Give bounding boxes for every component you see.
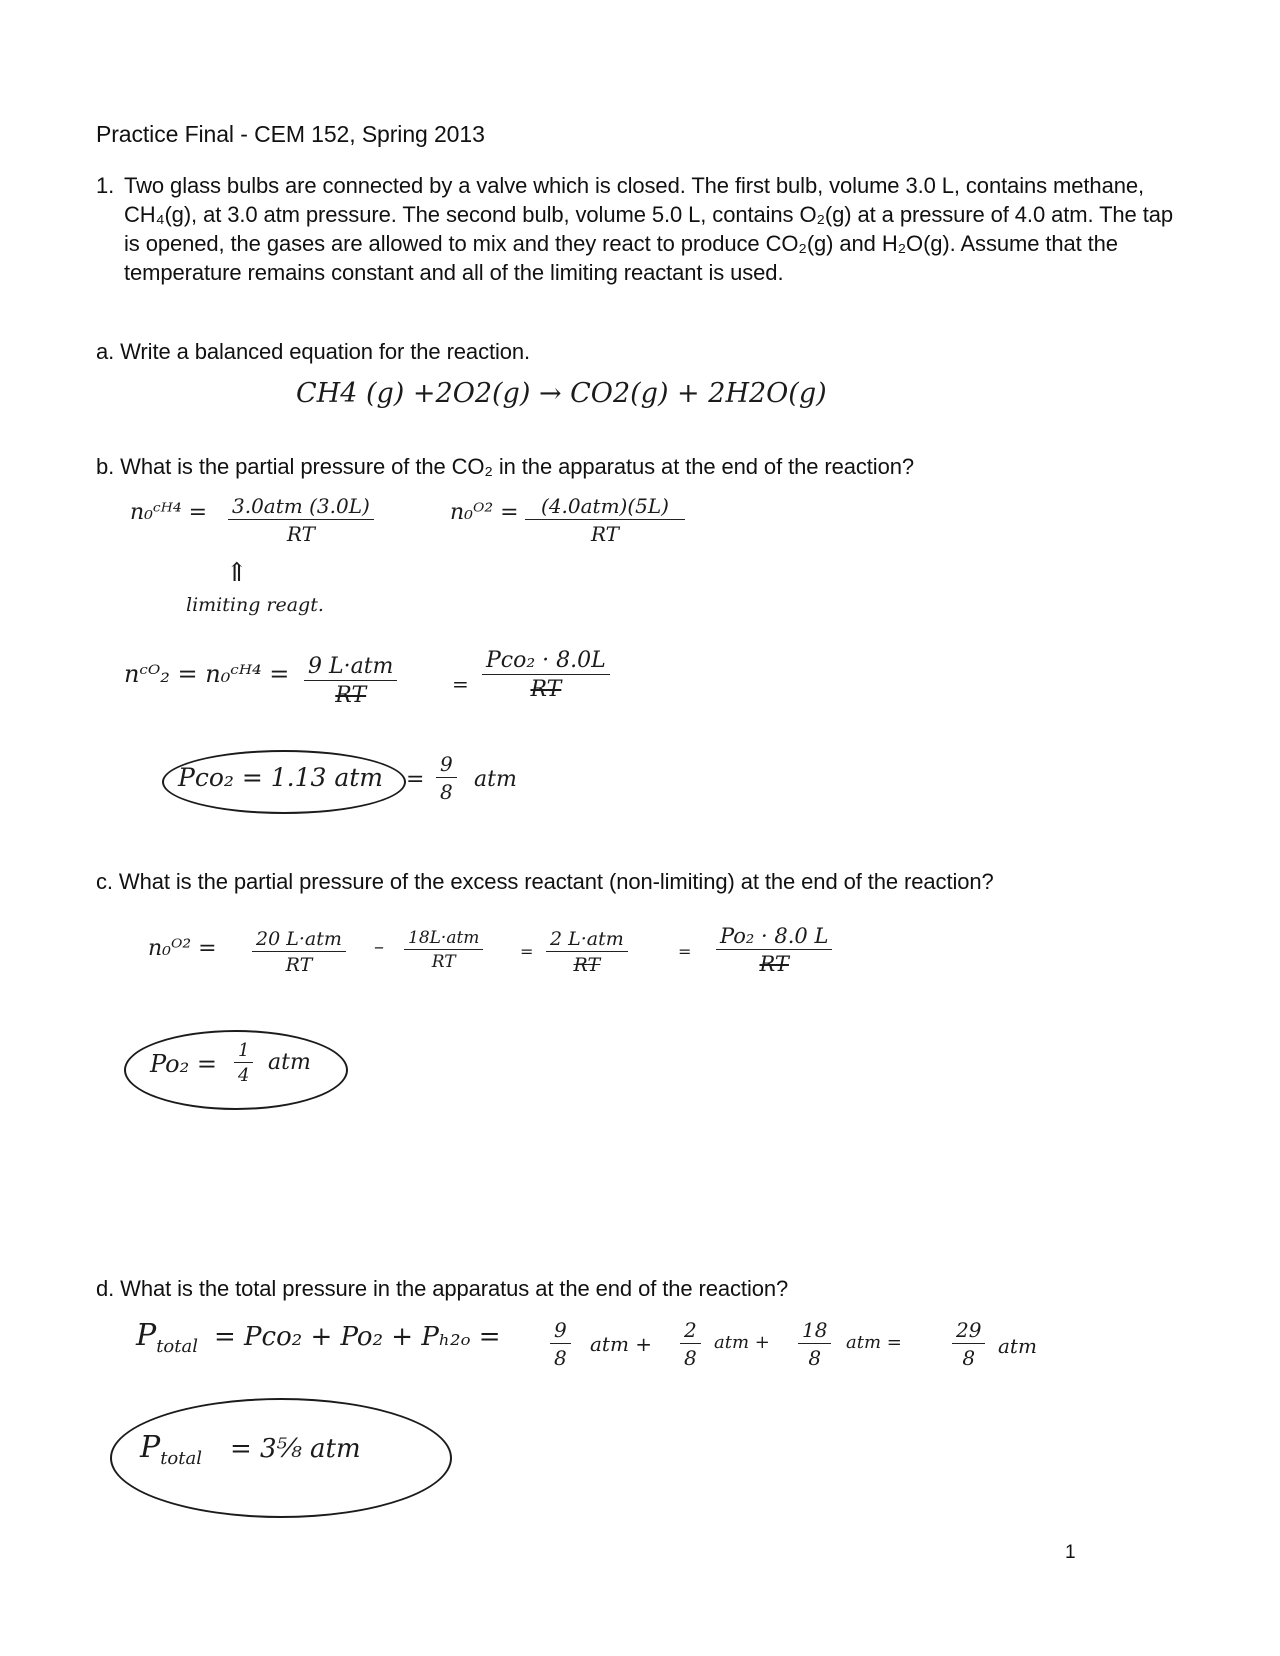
hw-c-answer-den: 4 [238,1065,250,1086]
hw-d-sum-lhs [136,1318,198,1357]
hw-c-minus: – [374,934,384,958]
hw-c-t4-num: Po₂ · 8.0 L [716,924,832,950]
hw-b-nco2-num: 9 L·atm [304,654,397,681]
problem-statement [96,171,1176,287]
hw-b-no2-lhs: n₀ᴼ² = [450,500,519,525]
hw-c-t2-num: 18L·atm [404,928,483,950]
hw-d-f1-den: 8 [554,1346,567,1370]
hw-c-term1 [252,928,346,976]
hw-b-answer-den: 8 [440,780,453,804]
hw-d-frac3 [798,1318,831,1370]
hw-c-answer-lhs: Po₂ = [150,1050,217,1078]
hw-c-t3-num: 2 L·atm [546,928,628,952]
hw-b-pco2-den: RT [530,677,562,702]
hw-b-arrow: ⇑ [226,558,248,588]
hw-c-t2-den: RT [431,952,456,972]
problem-number: 1. [96,173,115,198]
question-b: b. What is the partial pressure of the CO₂ in the apparatus at the end of the reaction? [96,454,914,479]
hw-b-answer-eq: = [406,767,425,792]
hw-b-nch4-lhs: n₀ᶜᴴ⁴ = [130,500,208,525]
hw-d-frac1 [550,1318,571,1370]
hw-b-answer-unit: atm [474,767,517,792]
hw-d-frac2 [680,1318,701,1370]
hw-c-no2-lhs: n₀ᴼ² = [148,936,217,961]
page-number: 1 [1065,1542,1076,1563]
hw-c-t4-den: RT [759,952,789,976]
hw-b-nch4-num: 3.0atm (3.0L) [228,494,374,520]
hw-c-t1-num: 20 L·atm [252,928,346,952]
hw-c-eq1: = [520,942,534,961]
question-c: c. What is the partial pressure of the excess reactant (non-limiting) at the end of the reaction? [96,869,994,894]
hw-c-term4 [716,924,832,976]
hw-b-no2-num: (4.0atm)(5L) [525,494,685,520]
hw-b-nco2-lhs: nᶜᴼ₂ = n₀ᶜᴴ⁴ = [124,660,290,688]
hw-d-answer-lhs [140,1430,202,1469]
hw-c-answer-fraction [234,1040,253,1086]
question-d: d. What is the total pressure in the apparatus at the end of the reaction? [96,1276,789,1301]
hw-d-sum-sub: total [156,1336,198,1357]
hw-d-f3-den: 8 [808,1346,822,1370]
hw-d-f1-num: 9 [550,1318,571,1344]
hw-d-sum-rhs: = Pco₂ + Po₂ + Pₕ₂ₒ = [214,1322,501,1352]
hw-c-term2 [404,928,483,972]
hw-d-f4-num: 29 [952,1318,985,1344]
hw-d-f4-unit: atm [998,1334,1037,1358]
hw-c-answer-num: 1 [234,1040,253,1063]
handwritten-equation-a: CH4 (g) +2O2(g) → CO2(g) + 2H2O(g) [296,378,827,409]
hw-b-nco2-fraction [304,654,397,708]
hw-d-f2-unit: atm + [714,1332,770,1353]
hw-d-f4-den: 8 [962,1346,976,1370]
hw-d-answer-sub: total [160,1448,202,1469]
hw-c-answer-unit: atm [268,1050,311,1075]
hw-d-frac4 [952,1318,985,1370]
problem-text: Two glass bulbs are connected by a valve which is closed. The first bulb, volume 3.0 L, contains methane, CH₄(g), at 3.0 atm pressure. The second bulb, volume 5.0 L, contains O₂(g) at a pressure of 4.0 atm. The tap is opened, the gases are allowed to mix and they react to produce CO₂(g) and H₂O(g). Assume that the temperature remains constant and all of the limiting reactant is used. [124,173,1173,285]
hw-c-t1-den: RT [285,954,313,976]
hw-b-no2-den: RT [590,522,620,546]
hw-c-t3-den: RT [573,954,601,976]
hw-b-pco2-fraction [482,648,610,702]
hw-d-f2-num: 2 [680,1318,701,1344]
hw-d-f2-den: 8 [684,1346,697,1370]
hw-b-nch4-den: RT [286,522,315,546]
page-title: Practice Final - CEM 152, Spring 2013 [96,121,485,147]
hw-c-term3 [546,928,628,976]
hw-b-answer-fraction [436,752,457,804]
hw-d-f3-unit: atm = [846,1332,902,1353]
hw-b-limiting-note: limiting reagt. [186,594,324,616]
hw-b-nch4-fraction [228,494,374,546]
hw-d-answer-p: P [140,1430,161,1465]
hw-b-nco2-den: RT [335,683,367,708]
hw-d-answer-rhs: = 3⁵⁄₈ atm [230,1434,361,1464]
hw-b-eq-sign: = [452,672,469,696]
hw-d-sum-p: P [136,1318,157,1353]
hw-b-answer: Pco₂ = 1.13 atm [178,763,384,792]
hw-b-answer-num: 9 [436,752,457,778]
hw-b-no2-fraction [525,494,685,546]
hw-c-eq2: = [678,942,692,961]
question-a: a. Write a balanced equation for the reaction. [96,339,531,364]
hw-d-f3-num: 18 [798,1318,831,1344]
hw-b-pco2-num: Pco₂ · 8.0L [482,648,610,675]
hw-d-f1-unit: atm + [590,1332,653,1356]
